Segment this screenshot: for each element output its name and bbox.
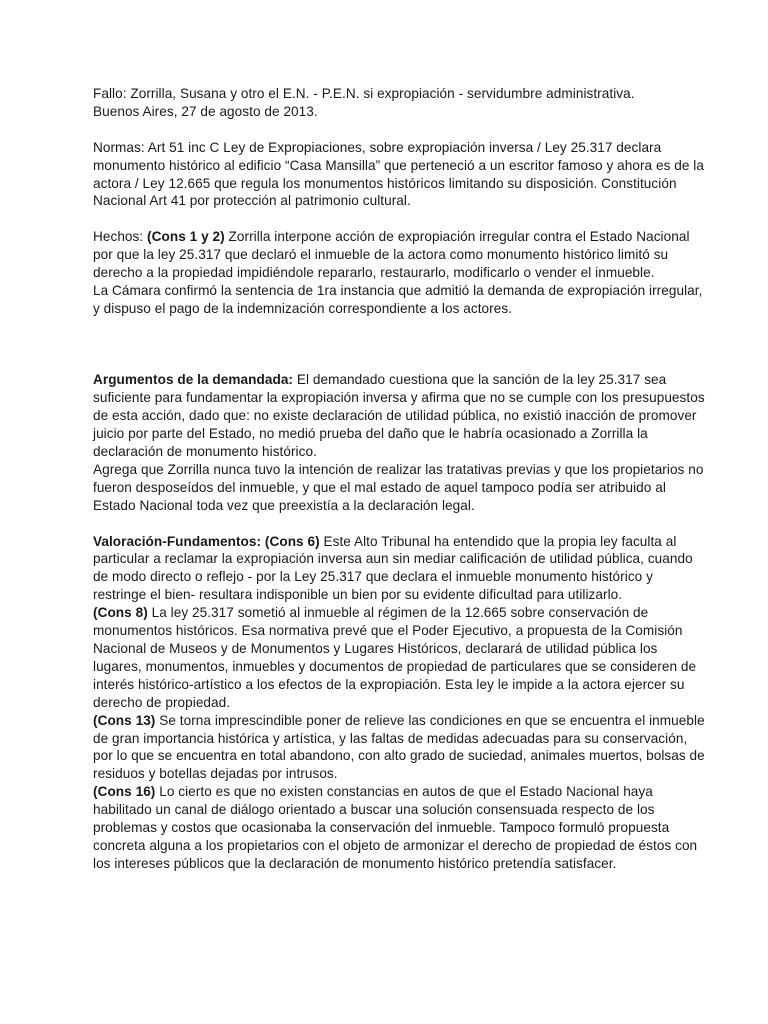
cons13-paragraph xyxy=(93,712,708,784)
hechos-prefix: Hechos: xyxy=(93,229,148,245)
valoracion-paragraph xyxy=(93,533,708,605)
argumentos-paragraph xyxy=(93,371,708,461)
normas-paragraph: Normas: Art 51 inc C Ley de Expropiaciones, sobre expropiación inversa / Ley 25.317 declara monumento histórico al edificio “Casa Mansilla” que perteneció a un escritor famoso y ahora es de la actora / Ley 12.665 que regula los monumentos históricos limitando su disposición. Constitución Nacional Art 41 por protección al patrimonio cultural. xyxy=(93,139,704,209)
cons16-paragraph xyxy=(93,783,708,873)
hechos-paragraph xyxy=(93,228,708,282)
valoracion-label: Valoración-Fundamentos: (Cons 6) xyxy=(93,533,320,549)
case-title xyxy=(93,85,708,121)
argumentos-label: Argumentos de la demandada: xyxy=(93,372,294,388)
cons13-label: (Cons 13) xyxy=(93,712,156,728)
cons8-paragraph xyxy=(93,604,708,711)
case-title-line1: Fallo: Zorrilla, Susana y otro el E.N. - P.E.N. si expropiación - servidumbre administrativa. xyxy=(93,86,635,101)
hechos-cons-label: (Cons 1 y 2) xyxy=(147,229,225,245)
cons8-text: La ley 25.317 sometió al inmueble al régimen de la 12.665 sobre conservación de monumentos históricos. Esa normativa prevé que el Poder Ejecutivo, a propuesta de la Comisión Nacional de Museos y de Monumentos y Lugares Históricos, declarará de utilidad pública los lugares, monumentos, inmuebles y documentos de propiedad de particulares que se consideren de interés histórico-artístico a los efectos de la expropiación. Esta ley le impide a la actora ejercer su derecho de propiedad. xyxy=(93,605,697,710)
cons16-text: Lo cierto es que no existen constancias en autos de que el Estado Nacional haya habilitado un canal de diálogo orientado a buscar una solución consensuada respecto de los problemas y costos que ocasionaba la conservación del inmueble. Tampoco formuló propuesta concreta alguna a los propietarios con el objeto de armonizar el derecho de propiedad de éstos con los intereses públicos que la declaración de monumento histórico pretendía satisfacer. xyxy=(93,784,698,871)
cons16-label: (Cons 16) xyxy=(93,784,156,800)
valoracion-text: Este Alto Tribunal ha entendido que la propia ley faculta al particular a reclamar la expropiación inversa aun sin mediar calificación de utilidad pública, cuando de modo directo o reflejo - por la Ley 25.317 que declara el inmueble monumento histórico y restringe el bien- resultara indisponible un bien por su evidente dificultad para utilizarlo. xyxy=(93,533,693,603)
camara-paragraph: La Cámara confirmó la sentencia de 1ra instancia que admitió la demanda de expropiación irregular, y dispuso el pago de la indemnización correspondiente a los actores. xyxy=(93,282,703,316)
hechos-text: Zorrilla interpone acción de expropiación irregular contra el Estado Nacional por que la ley 25.317 que declaró el inmueble de la actora como monumento histórico limitó su derecho a la propiedad impidiéndole repararlo, restaurarlo, modificarlo o vender el inmueble. xyxy=(93,229,690,281)
argumentos-text: El demandado cuestiona que la sanción de la ley 25.317 sea suficiente para fundamentar la expropiación inversa y afirma que no se cumple con los presupuestos de esta acción, dado que: no existe declaración de utilidad pública, no existió inacción de promover juicio por parte del Estado, no medió prueba del daño que le habría ocasionado a Zorrilla la declaración de monumento histórico. xyxy=(93,372,705,460)
agrega-paragraph: Agrega que Zorrilla nunca tuvo la intención de realizar las tratativas previas y que los propietarios no fueron desposeídos del inmueble, y que el mal estado de aquel tampoco podía ser atribuido al Estado Nacional toda vez que preexistía a la declaración legal. xyxy=(93,461,704,513)
cons8-label: (Cons 8) xyxy=(93,605,148,621)
cons13-text: Se torna imprescindible poner de relieve las condiciones en que se encuentra el inmueble de gran importancia histórica y artística, y las faltas de medidas adecuadas para su conservación, por lo que se encuentra en total abandono, con alto grado de suciedad, animales muertos, bolsas de residuos y botellas dejadas por intrusos. xyxy=(93,712,705,782)
case-date: Buenos Aires, 27 de agosto de 2013. xyxy=(93,103,318,119)
